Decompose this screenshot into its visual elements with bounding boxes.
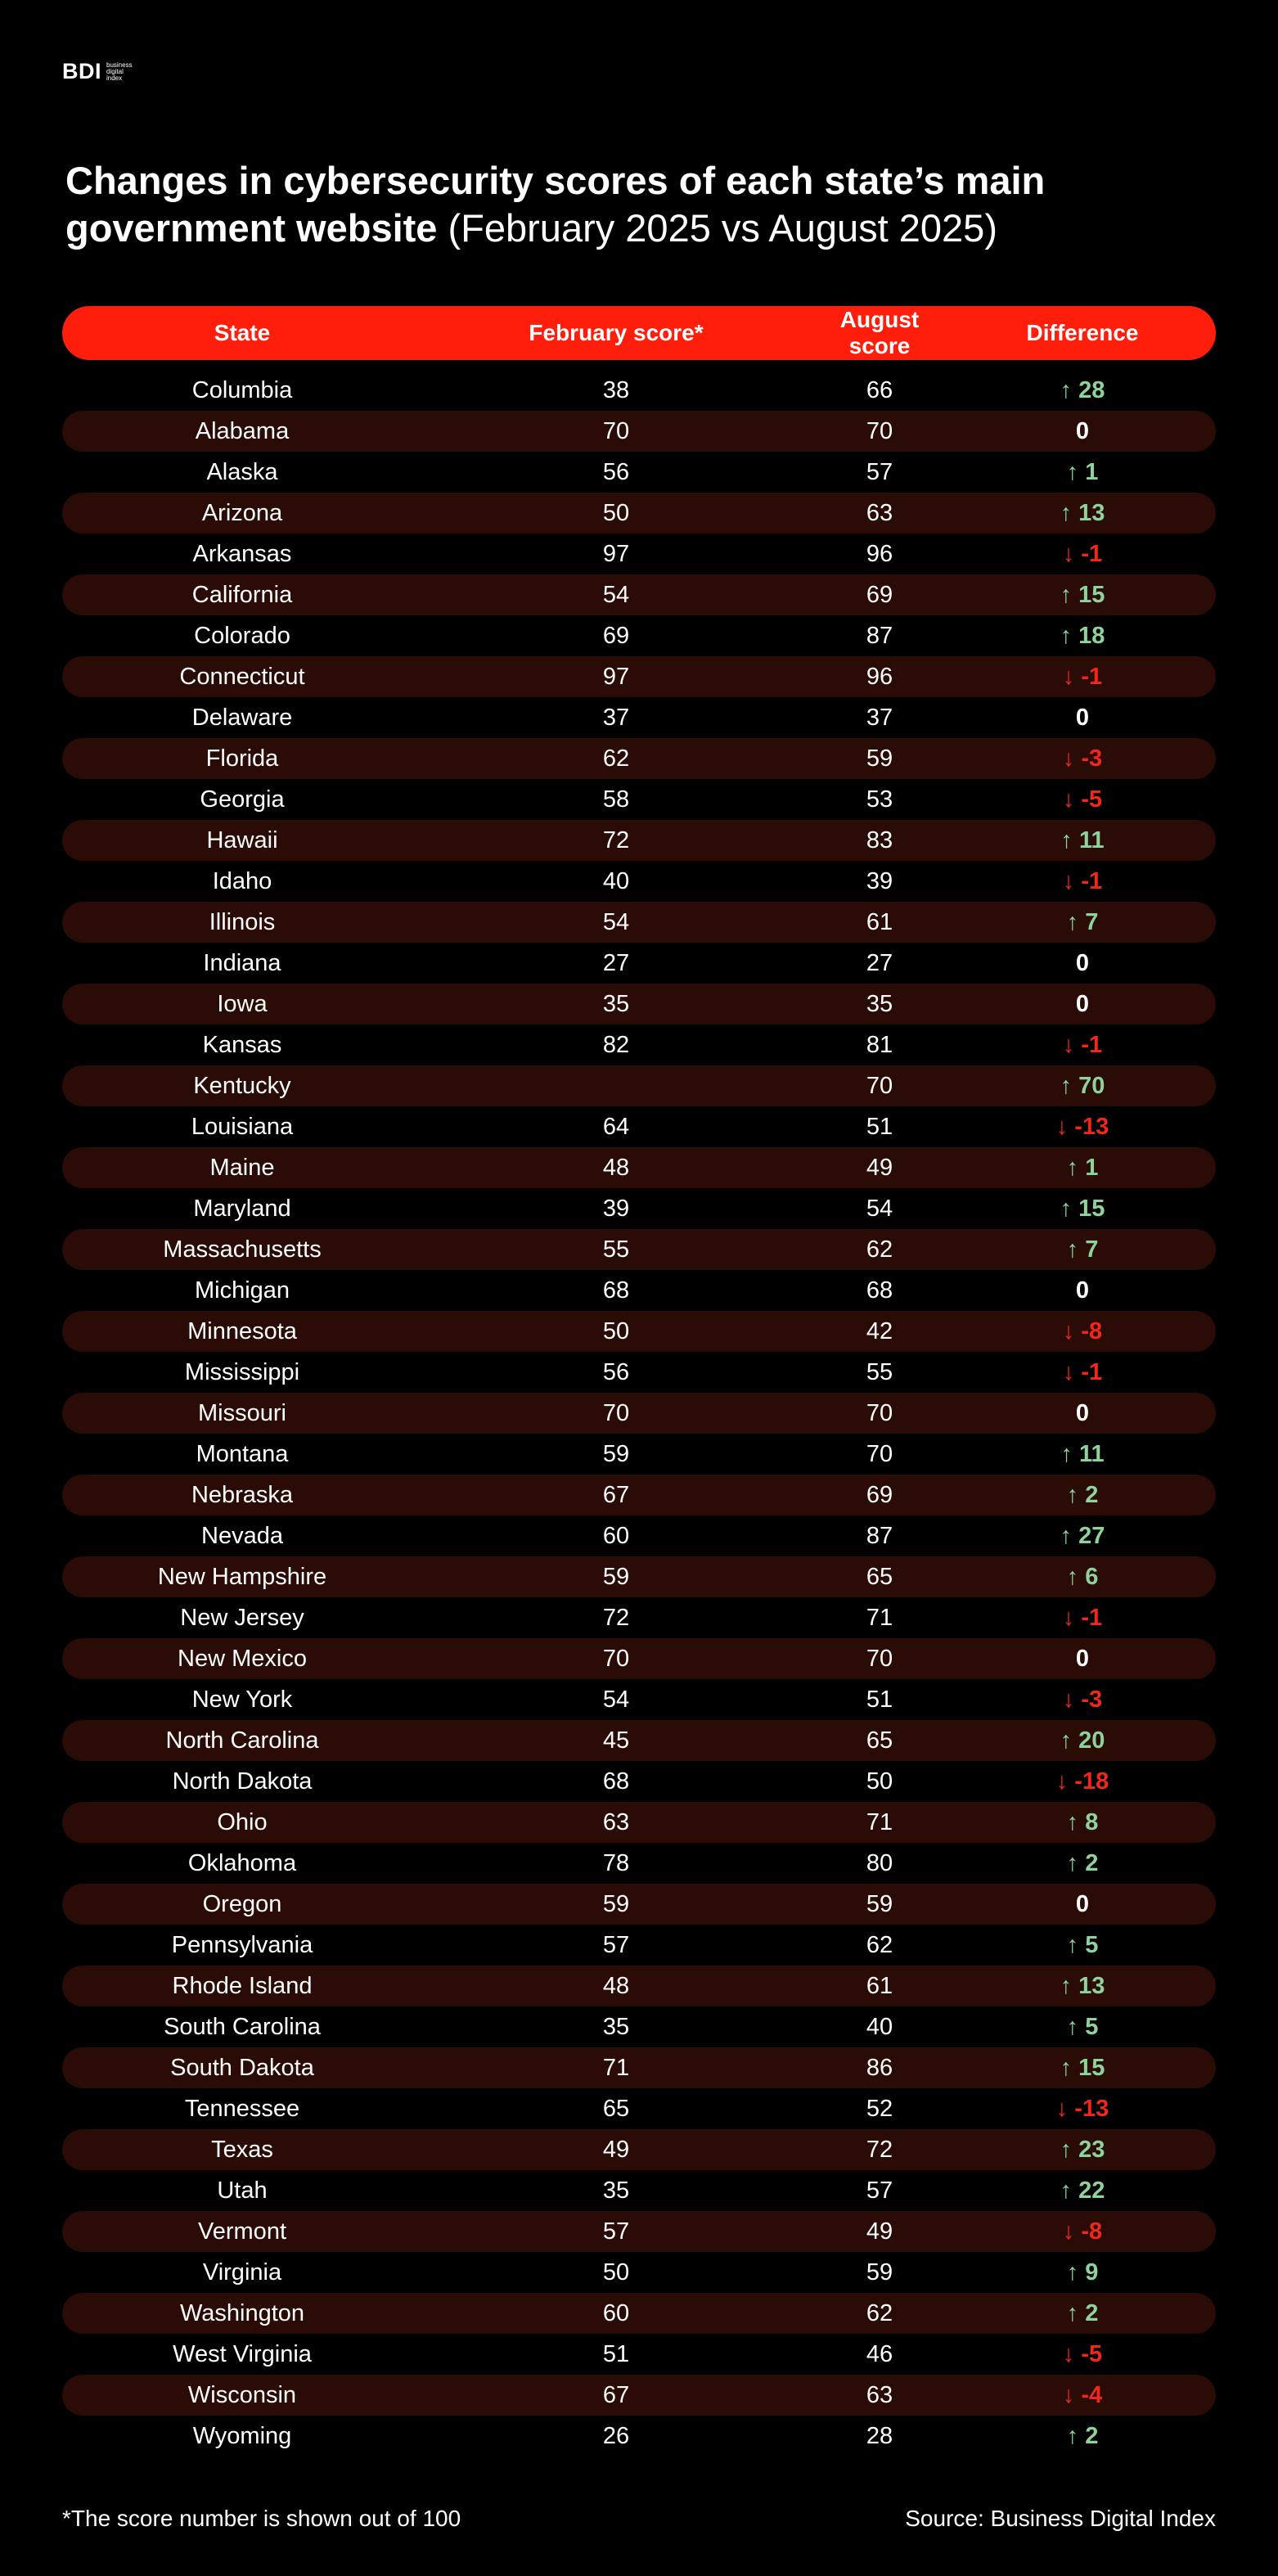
table-row	[62, 1925, 1216, 1966]
august-score-cell: 62	[866, 1931, 893, 1958]
august-score-cell: 70	[866, 1440, 893, 1467]
difference-cell: ↓ -3	[1062, 1686, 1103, 1713]
table-row	[62, 820, 1216, 861]
logo-mark: BDI	[62, 59, 101, 83]
august-score-cell: 54	[866, 1195, 893, 1222]
august-score-cell: 50	[866, 1768, 893, 1795]
state-cell: Colorado	[194, 622, 290, 649]
august-score-cell: 40	[866, 2013, 893, 2040]
february-score-cell: 59	[602, 1890, 630, 1917]
august-score-cell: 65	[866, 1563, 893, 1590]
header-february: February score*	[529, 320, 704, 345]
difference-cell: ↑ 6	[1066, 1563, 1099, 1590]
table-row	[62, 574, 1216, 615]
state-cell: New York	[191, 1686, 293, 1713]
table-row	[62, 697, 1216, 738]
state-cell: Tennessee	[184, 2095, 300, 2122]
table-row	[62, 861, 1216, 902]
difference-cell: ↑ 15	[1060, 581, 1105, 608]
august-score-cell: 59	[866, 745, 893, 772]
difference-cell: ↑ 7	[1066, 1236, 1099, 1263]
difference-cell: ↑ 2	[1066, 1849, 1099, 1876]
difference-cell: 0	[1075, 1399, 1090, 1426]
february-score-cell: 54	[602, 581, 630, 608]
table-row	[62, 411, 1216, 452]
state-cell: Georgia	[200, 786, 285, 813]
difference-cell: 0	[1075, 1890, 1090, 1917]
august-score-cell: 42	[866, 1317, 893, 1344]
february-score-cell: 56	[602, 1358, 630, 1385]
title-period: (February 2025 vs August 2025)	[448, 206, 997, 250]
february-score-cell: 57	[602, 2218, 630, 2245]
august-score-cell: 86	[866, 2054, 893, 2081]
august-score-cell: 55	[866, 1358, 893, 1385]
difference-cell: ↓ -1	[1062, 540, 1103, 567]
difference-cell: ↓ -1	[1062, 663, 1103, 690]
state-cell: Louisiana	[191, 1113, 294, 1140]
february-score-cell: 70	[602, 1645, 630, 1672]
august-score-cell: 62	[866, 2299, 893, 2326]
difference-cell: 0	[1075, 949, 1090, 976]
difference-cell: 0	[1075, 417, 1090, 444]
february-score-cell: 60	[602, 2299, 630, 2326]
logo-subtitle	[106, 62, 133, 82]
table-row	[62, 452, 1216, 493]
february-score-cell: 35	[602, 2177, 630, 2204]
august-score-cell: 96	[866, 540, 893, 567]
difference-cell: ↑ 1	[1066, 458, 1099, 485]
state-cell: Kansas	[202, 1031, 282, 1058]
august-score-cell: 63	[866, 2381, 893, 2408]
august-score-cell: 66	[866, 376, 893, 403]
february-score-cell: 97	[602, 540, 630, 567]
difference-cell: 0	[1075, 990, 1090, 1017]
difference-cell: 0	[1075, 1645, 1090, 1672]
logo-sub-line: digital	[106, 67, 124, 75]
state-cell: Pennsylvania	[171, 1931, 313, 1958]
february-score-cell: 63	[602, 1808, 630, 1835]
footnote: *The score number is shown out of 100	[62, 2506, 461, 2531]
state-cell: Columbia	[191, 376, 293, 403]
difference-cell: ↑ 11	[1060, 826, 1105, 853]
february-score-cell: 65	[602, 2095, 630, 2122]
difference-cell: ↓ -18	[1055, 1768, 1109, 1795]
august-score-cell: 71	[866, 1808, 893, 1835]
difference-cell: ↑ 18	[1060, 622, 1105, 649]
state-cell: Michigan	[194, 1277, 290, 1304]
august-score-cell: 57	[866, 458, 893, 485]
february-score-cell: 26	[602, 2422, 630, 2449]
table-row	[62, 2375, 1216, 2416]
state-cell: Delaware	[191, 704, 293, 731]
august-score-cell: 72	[866, 2136, 893, 2163]
august-score-cell: 61	[866, 1972, 893, 1999]
february-score-cell: 78	[602, 1849, 630, 1876]
state-cell: Texas	[211, 2136, 273, 2163]
august-score-cell: 71	[866, 1604, 893, 1631]
state-cell: Nevada	[201, 1522, 283, 1549]
table-header	[62, 306, 1216, 360]
february-score-cell: 39	[602, 1195, 630, 1222]
state-cell: Maryland	[193, 1195, 291, 1222]
difference-cell: ↑ 22	[1060, 2177, 1105, 2204]
table-row	[62, 370, 1216, 411]
state-cell: South Carolina	[164, 2013, 321, 2040]
table-row	[62, 1147, 1216, 1188]
table-row	[62, 1229, 1216, 1270]
table-row	[62, 1434, 1216, 1475]
header-difference: Difference	[1026, 320, 1139, 345]
february-score-cell: 72	[602, 1604, 630, 1631]
difference-cell: ↑ 11	[1060, 1440, 1105, 1467]
difference-cell: ↓ -5	[1062, 2340, 1103, 2367]
table-row	[62, 1720, 1216, 1761]
february-score-cell: 71	[602, 2054, 630, 2081]
state-cell: North Dakota	[172, 1768, 313, 1795]
state-cell: North Carolina	[165, 1727, 319, 1754]
difference-cell: ↓ -13	[1055, 1113, 1109, 1140]
difference-cell: ↑ 5	[1066, 2013, 1099, 2040]
scores-table	[62, 306, 1216, 2457]
august-score-cell: 39	[866, 867, 893, 894]
difference-cell: ↓ -13	[1055, 2095, 1109, 2122]
table-row	[62, 1638, 1216, 1679]
february-score-cell: 40	[602, 867, 630, 894]
source-credit: Source: Business Digital Index	[905, 2506, 1216, 2531]
state-cell: Utah	[217, 2177, 268, 2204]
february-score-cell: 60	[602, 1522, 630, 1549]
logo-sub-line: index	[106, 74, 123, 82]
august-score-cell: 27	[866, 949, 893, 976]
table-row	[62, 1843, 1216, 1884]
table-row	[62, 1065, 1216, 1106]
state-cell: New Jersey	[180, 1604, 304, 1631]
table-row	[62, 1515, 1216, 1556]
difference-cell: ↑ 2	[1066, 2299, 1099, 2326]
august-score-cell: 96	[866, 663, 893, 690]
difference-cell: ↓ -1	[1062, 1604, 1103, 1631]
august-score-cell: 69	[866, 581, 893, 608]
february-score-cell: 35	[602, 990, 630, 1017]
state-cell: South Dakota	[170, 2054, 314, 2081]
table-row	[62, 1270, 1216, 1311]
state-cell: Connecticut	[179, 663, 305, 690]
state-cell: Montana	[196, 1440, 289, 1467]
february-score-cell: 49	[602, 2136, 630, 2163]
february-score-cell: 35	[602, 2013, 630, 2040]
state-cell: Alaska	[206, 458, 278, 485]
difference-cell: ↑ 27	[1060, 1522, 1105, 1549]
state-cell: Minnesota	[187, 1317, 297, 1344]
state-cell: West Virginia	[173, 2340, 312, 2367]
february-score-cell: 70	[602, 1399, 630, 1426]
february-score-cell: 64	[602, 1113, 630, 1140]
february-score-cell: 55	[602, 1236, 630, 1263]
august-score-cell: 62	[866, 1236, 893, 1263]
table-row	[62, 656, 1216, 697]
august-score-cell: 83	[866, 826, 893, 853]
table-row	[62, 1761, 1216, 1802]
header-august: August score	[839, 307, 920, 358]
table-row	[62, 2211, 1216, 2252]
state-cell: Kentucky	[193, 1072, 291, 1099]
table-row	[62, 1802, 1216, 1843]
table-row	[62, 1679, 1216, 1720]
table-row	[62, 493, 1216, 534]
difference-cell: ↑ 23	[1060, 2136, 1105, 2163]
state-cell: Rhode Island	[172, 1972, 313, 1999]
august-score-cell: 59	[866, 1890, 893, 1917]
difference-cell: ↑ 8	[1066, 1808, 1099, 1835]
state-cell: Indiana	[203, 949, 281, 976]
state-cell: Wisconsin	[187, 2381, 297, 2408]
august-score-cell: 87	[866, 622, 893, 649]
august-score-cell: 70	[866, 417, 893, 444]
state-cell: Wyoming	[192, 2422, 292, 2449]
august-score-cell: 70	[866, 1072, 893, 1099]
state-cell: Virginia	[202, 2259, 282, 2286]
table-row	[62, 615, 1216, 656]
state-cell: Oregon	[202, 1890, 282, 1917]
february-score-cell: 67	[602, 1481, 630, 1508]
difference-cell: ↑ 5	[1066, 1931, 1099, 1958]
august-score-cell: 57	[866, 2177, 893, 2204]
august-score-cell: 63	[866, 499, 893, 526]
february-score-cell: 68	[602, 1277, 630, 1304]
table-row	[62, 2416, 1216, 2457]
state-cell: Florida	[205, 745, 279, 772]
table-row	[62, 2334, 1216, 2375]
state-cell: Arkansas	[192, 540, 292, 567]
february-score-cell: 37	[602, 704, 630, 731]
table-row	[62, 534, 1216, 574]
difference-cell: ↓ -3	[1062, 745, 1103, 772]
table-row	[62, 2293, 1216, 2334]
difference-cell: ↑ 13	[1060, 1972, 1105, 1999]
table-row	[62, 1311, 1216, 1352]
table-row	[62, 902, 1216, 943]
difference-cell: ↑ 2	[1066, 1481, 1099, 1508]
table-row	[62, 1597, 1216, 1638]
difference-cell: ↑ 7	[1066, 908, 1099, 935]
table-row	[62, 2252, 1216, 2293]
february-score-cell: 70	[602, 417, 630, 444]
february-score-cell: 57	[602, 1931, 630, 1958]
difference-cell: ↑ 20	[1060, 1727, 1105, 1754]
august-score-cell: 51	[866, 1686, 893, 1713]
february-score-cell: 51	[602, 2340, 630, 2367]
difference-cell: ↑ 2	[1066, 2422, 1099, 2449]
august-score-cell: 81	[866, 1031, 893, 1058]
difference-cell: ↑ 15	[1060, 1195, 1105, 1222]
table-row	[62, 1352, 1216, 1393]
february-score-cell: 48	[602, 1972, 630, 1999]
difference-cell: ↓ -4	[1062, 2381, 1103, 2408]
state-cell: California	[191, 581, 293, 608]
february-score-cell: 97	[602, 663, 630, 690]
february-score-cell: 50	[602, 2259, 630, 2286]
february-score-cell: 59	[602, 1563, 630, 1590]
state-cell: Washington	[179, 2299, 305, 2326]
february-score-cell: 72	[602, 826, 630, 853]
february-score-cell: 50	[602, 1317, 630, 1344]
table-row	[62, 2129, 1216, 2170]
difference-cell: ↑ 13	[1060, 499, 1105, 526]
table-row	[62, 1393, 1216, 1434]
august-score-cell: 70	[866, 1645, 893, 1672]
february-score-cell: 38	[602, 376, 630, 403]
difference-cell: ↓ -5	[1062, 786, 1103, 813]
difference-cell: 0	[1075, 1277, 1090, 1304]
august-score-cell: 52	[866, 2095, 893, 2122]
august-score-cell: 37	[866, 704, 893, 731]
february-score-cell: 45	[602, 1727, 630, 1754]
august-score-cell: 46	[866, 2340, 893, 2367]
august-score-cell: 80	[866, 1849, 893, 1876]
table-row	[62, 943, 1216, 984]
difference-cell: ↓ -8	[1062, 2218, 1103, 2245]
august-score-cell: 70	[866, 1399, 893, 1426]
table-row	[62, 2047, 1216, 2088]
table-row	[62, 1475, 1216, 1515]
logo-sub-line: business	[106, 61, 133, 69]
august-score-cell: 87	[866, 1522, 893, 1549]
state-cell: New Mexico	[178, 1645, 307, 1672]
august-score-cell: 28	[866, 2422, 893, 2449]
table-row	[62, 2006, 1216, 2047]
february-score-cell: 68	[602, 1768, 630, 1795]
state-cell: Oklahoma	[187, 1849, 297, 1876]
august-score-cell: 61	[866, 908, 893, 935]
difference-cell: ↑ 15	[1060, 2054, 1105, 2081]
august-score-cell: 51	[866, 1113, 893, 1140]
february-score-cell: 67	[602, 2381, 630, 2408]
february-score-cell: 48	[602, 1154, 630, 1181]
table-row	[62, 1025, 1216, 1065]
state-cell: Massachusetts	[163, 1236, 322, 1263]
difference-cell: ↑ 28	[1060, 376, 1105, 403]
difference-cell: ↓ -1	[1062, 1358, 1103, 1385]
table-row	[62, 1884, 1216, 1925]
august-score-cell: 69	[866, 1481, 893, 1508]
february-score-cell: 27	[602, 949, 630, 976]
state-cell: Ohio	[217, 1808, 268, 1835]
difference-cell: ↑ 9	[1066, 2259, 1099, 2286]
difference-cell: ↓ -8	[1062, 1317, 1103, 1344]
state-cell: Illinois	[209, 908, 276, 935]
table-row	[62, 738, 1216, 779]
state-cell: Mississippi	[184, 1358, 300, 1385]
table-row	[62, 1556, 1216, 1597]
february-score-cell: 56	[602, 458, 630, 485]
chart-title	[65, 157, 1211, 252]
state-cell: New Hampshire	[157, 1563, 327, 1590]
august-score-cell: 65	[866, 1727, 893, 1754]
august-score-cell: 59	[866, 2259, 893, 2286]
august-score-cell: 53	[866, 786, 893, 813]
state-cell: Alabama	[195, 417, 290, 444]
state-cell: Missouri	[198, 1399, 286, 1426]
table-body	[62, 370, 1216, 2457]
bdi-logo	[62, 59, 133, 84]
table-row	[62, 1106, 1216, 1147]
table-row	[62, 1966, 1216, 2006]
state-cell: Vermont	[198, 2218, 286, 2245]
table-row	[62, 984, 1216, 1025]
february-score-cell: 62	[602, 745, 630, 772]
august-score-cell: 68	[866, 1277, 893, 1304]
august-score-cell: 35	[866, 990, 893, 1017]
difference-cell: 0	[1075, 704, 1090, 731]
header-state: State	[214, 320, 271, 345]
state-cell: Arizona	[201, 499, 283, 526]
august-score-cell: 49	[866, 1154, 893, 1181]
state-cell: Maine	[209, 1154, 275, 1181]
state-cell: Iowa	[217, 990, 268, 1017]
february-score-cell: 59	[602, 1440, 630, 1467]
difference-cell: ↑ 70	[1060, 1072, 1105, 1099]
state-cell: Idaho	[212, 867, 272, 894]
table-row	[62, 2170, 1216, 2211]
difference-cell: ↑ 1	[1066, 1154, 1099, 1181]
february-score-cell: 82	[602, 1031, 630, 1058]
table-row	[62, 779, 1216, 820]
difference-cell: ↓ -1	[1062, 1031, 1103, 1058]
february-score-cell: 58	[602, 786, 630, 813]
august-score-cell: 49	[866, 2218, 893, 2245]
february-score-cell: 50	[602, 499, 630, 526]
february-score-cell: 69	[602, 622, 630, 649]
table-row	[62, 1188, 1216, 1229]
february-score-cell: 54	[602, 1686, 630, 1713]
february-score-cell: 54	[602, 908, 630, 935]
state-cell: Hawaii	[206, 826, 278, 853]
title-main: Changes in cybersecurity scores of each state’s main government website	[65, 159, 1046, 250]
table-row	[62, 2088, 1216, 2129]
state-cell: Nebraska	[191, 1481, 294, 1508]
difference-cell: ↓ -1	[1062, 867, 1103, 894]
